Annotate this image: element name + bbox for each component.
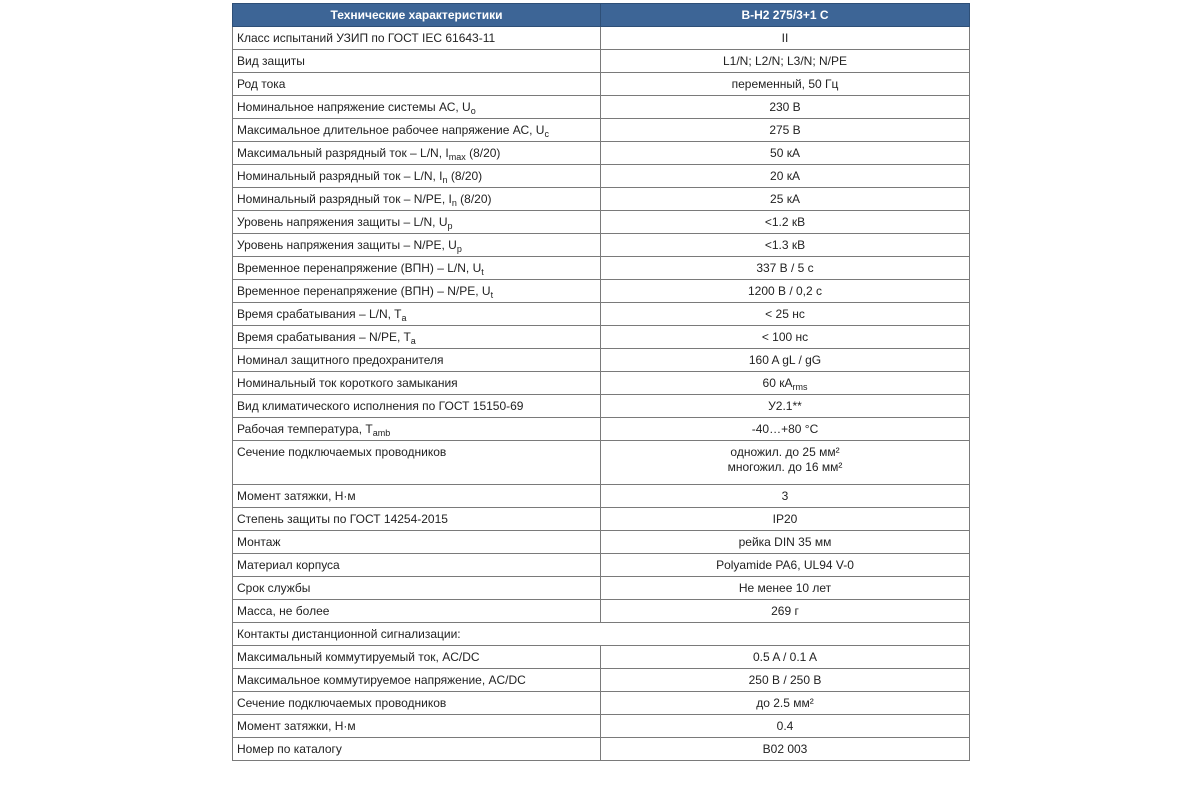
- parameter-label: Номинальное напряжение системы АС, U: [237, 100, 471, 114]
- table-row: [233, 142, 970, 165]
- parameter-value: [601, 669, 970, 692]
- section-label: [233, 623, 970, 646]
- value-text: 3: [781, 489, 789, 503]
- parameter-value: [601, 485, 970, 508]
- parameter-label: Материал корпуса: [237, 558, 340, 572]
- parameter-value: [601, 211, 970, 234]
- parameter-value: [601, 600, 970, 623]
- parameter-label-suffix: (8/20): [447, 169, 483, 183]
- value-text: IP20: [772, 512, 798, 526]
- table-row: [233, 623, 970, 646]
- parameter-value: [601, 142, 970, 165]
- parameter-name: [233, 600, 601, 623]
- parameter-label: Монтаж: [237, 535, 281, 549]
- parameter-value: [601, 508, 970, 531]
- parameter-name: [233, 669, 601, 692]
- parameter-value: [601, 234, 970, 257]
- table-row: [233, 669, 970, 692]
- table-row: [233, 577, 970, 600]
- parameter-label: Номинальный разрядный ток – L/N, I: [237, 169, 443, 183]
- parameter-value: [601, 326, 970, 349]
- parameter-label: Временное перенапряжение (ВПН) – L/N, U: [237, 261, 482, 275]
- parameter-value: [601, 441, 970, 485]
- parameter-subscript: n: [451, 198, 457, 208]
- table-row: [233, 27, 970, 50]
- value-text: 160 A gL / gG: [748, 353, 822, 367]
- value-text: переменный, 50 Гц: [731, 77, 839, 91]
- table-row: [233, 119, 970, 142]
- parameter-name: [233, 73, 601, 96]
- parameter-value: [601, 646, 970, 669]
- parameter-label: Род тока: [237, 77, 286, 91]
- parameter-label-suffix: (8/20): [465, 146, 501, 160]
- value-subscript: rms: [792, 382, 808, 392]
- table-row: [233, 73, 970, 96]
- parameter-label: Время срабатывания – L/N, T: [237, 307, 402, 321]
- table-row: [233, 257, 970, 280]
- parameter-name: [233, 646, 601, 669]
- value-text: 337 В / 5 с: [756, 261, 814, 275]
- parameter-value: [601, 531, 970, 554]
- table-row: [233, 418, 970, 441]
- parameter-name: [233, 165, 601, 188]
- parameter-label: Номинальный разрядный ток – N/PE, I: [237, 192, 452, 206]
- parameter-name: [233, 280, 601, 303]
- parameter-name: [233, 577, 601, 600]
- parameter-subscript: n: [442, 175, 448, 185]
- parameter-subscript: o: [470, 106, 476, 116]
- parameter-name: [233, 303, 601, 326]
- header-model: B-H2 275/3+1 C: [601, 4, 970, 27]
- parameter-name: [233, 234, 601, 257]
- parameter-label: Момент затяжки, Н·м: [237, 719, 356, 733]
- parameter-subscript: amb: [372, 428, 391, 438]
- parameter-name: [233, 119, 601, 142]
- section-label-text: Контакты дистанционной сигнализации:: [237, 627, 461, 641]
- value-text: 0.5 A / 0.1 A: [752, 650, 818, 664]
- parameter-name: [233, 211, 601, 234]
- spec-table-container: [232, 3, 969, 761]
- parameter-name: [233, 738, 601, 761]
- value-text: <1.2 кВ: [764, 215, 806, 229]
- parameter-subscript: p: [447, 221, 453, 231]
- value-text: 269 г: [771, 604, 799, 618]
- parameter-name: [233, 531, 601, 554]
- parameter-value: [601, 188, 970, 211]
- table-row: [233, 280, 970, 303]
- table-row: [233, 600, 970, 623]
- parameter-name: [233, 50, 601, 73]
- parameter-name: [233, 257, 601, 280]
- table-row: [233, 554, 970, 577]
- value-text: <1.3 кВ: [764, 238, 806, 252]
- parameter-label: Номинал защитного предохранителя: [237, 353, 444, 367]
- parameter-value: [601, 119, 970, 142]
- table-row: [233, 211, 970, 234]
- parameter-label: Номер по каталогу: [237, 742, 342, 756]
- parameter-value: [601, 692, 970, 715]
- table-row: [233, 303, 970, 326]
- value-text: < 25 нс: [765, 307, 805, 321]
- value-text: 250 В / 250 В: [748, 673, 822, 687]
- parameter-value: [601, 73, 970, 96]
- value-text: рейка DIN 35 мм: [738, 535, 832, 549]
- parameter-label: Максимальный разрядный ток – L/N, I: [237, 146, 449, 160]
- parameter-value: [601, 715, 970, 738]
- parameter-label: Момент затяжки, Н·м: [237, 489, 356, 503]
- parameter-label: Уровень напряжения защиты – N/PE, U: [237, 238, 457, 252]
- parameter-label: Уровень напряжения защиты – L/N, U: [237, 215, 448, 229]
- parameter-value: [601, 577, 970, 600]
- parameter-label: Максимальный коммутируемый ток, AC/DC: [237, 650, 480, 664]
- value-text: 1200 В / 0,2 с: [747, 284, 823, 298]
- table-row: [233, 349, 970, 372]
- parameter-name: [233, 326, 601, 349]
- value-text: 50 кА: [770, 146, 800, 160]
- parameter-label: Степень защиты по ГОСТ 14254-2015: [237, 512, 448, 526]
- parameter-subscript: t: [481, 267, 484, 277]
- parameter-value: [601, 280, 970, 303]
- value-text: Не менее 10 лет: [738, 581, 832, 595]
- parameter-label: Рабочая температура, T: [237, 422, 373, 436]
- value-text-line2: многожил. до 16 мм²: [727, 460, 843, 474]
- parameter-name: [233, 418, 601, 441]
- parameter-label: Срок службы: [237, 581, 311, 595]
- parameter-name: [233, 715, 601, 738]
- value-text: 0.4: [776, 719, 794, 733]
- parameter-name: [233, 188, 601, 211]
- value-text: 275 В: [769, 123, 801, 137]
- parameter-label: Максимальное коммутируемое напряжение, AC/DC: [237, 673, 526, 687]
- parameter-label: Максимальное длительное рабочее напряжение АС, U: [237, 123, 545, 137]
- value-text: < 100 нс: [761, 330, 809, 344]
- value-text: 230 В: [769, 100, 801, 114]
- table-row: [233, 715, 970, 738]
- header-characteristics: Технические характеристики: [233, 4, 601, 27]
- spec-table: [232, 3, 970, 761]
- table-row: [233, 395, 970, 418]
- parameter-value: [601, 257, 970, 280]
- table-row: [233, 326, 970, 349]
- table-row: [233, 485, 970, 508]
- parameter-value: [601, 738, 970, 761]
- value-text: II: [781, 31, 789, 45]
- parameter-value: [601, 50, 970, 73]
- table-row: [233, 531, 970, 554]
- table-row: [233, 372, 970, 395]
- parameter-value: [601, 165, 970, 188]
- parameter-name: [233, 485, 601, 508]
- parameter-name: [233, 508, 601, 531]
- parameter-label: Вид климатического исполнения по ГОСТ 15150-69: [237, 399, 524, 413]
- parameter-value: [601, 349, 970, 372]
- parameter-name: [233, 372, 601, 395]
- value-text: L1/N; L2/N; L3/N; N/PE: [722, 54, 848, 68]
- parameter-value: [601, 27, 970, 50]
- value-text: 60 кA: [762, 376, 793, 390]
- parameter-subscript: a: [401, 313, 407, 323]
- parameter-name: [233, 96, 601, 119]
- parameter-label: Класс испытаний УЗИП по ГОСТ IEC 61643-11: [237, 31, 496, 45]
- parameter-value: [601, 395, 970, 418]
- value-text: одножил. до 25 мм²: [730, 445, 840, 459]
- table-row: [233, 234, 970, 257]
- parameter-subscript: max: [448, 152, 466, 162]
- parameter-label: Время срабатывания – N/PE, T: [237, 330, 411, 344]
- parameter-name: [233, 441, 601, 485]
- parameter-value: [601, 96, 970, 119]
- table-row: [233, 692, 970, 715]
- table-row: [233, 96, 970, 119]
- parameter-value: [601, 554, 970, 577]
- table-header-row: [233, 4, 970, 27]
- parameter-value: [601, 303, 970, 326]
- table-row: [233, 508, 970, 531]
- table-row: [233, 646, 970, 669]
- table-row: [233, 188, 970, 211]
- parameter-label: Временное перенапряжение (ВПН) – N/PE, U: [237, 284, 491, 298]
- parameter-name: [233, 395, 601, 418]
- parameter-subscript: t: [490, 290, 494, 300]
- spec-table-body: [233, 27, 970, 761]
- parameter-subscript: c: [544, 129, 549, 139]
- parameter-name: [233, 27, 601, 50]
- parameter-label-suffix: (8/20): [456, 192, 492, 206]
- parameter-value: [601, 418, 970, 441]
- value-text: до 2.5 мм²: [756, 696, 814, 710]
- parameter-subscript: p: [456, 244, 462, 254]
- table-row: [233, 165, 970, 188]
- parameter-name: [233, 349, 601, 372]
- table-row: [233, 50, 970, 73]
- value-text: B02 003: [762, 742, 808, 756]
- value-text: 25 кА: [770, 192, 800, 206]
- table-row: [233, 441, 970, 485]
- parameter-label: Масса, не более: [237, 604, 330, 618]
- parameter-value: [601, 372, 970, 395]
- table-row: [233, 738, 970, 761]
- value-text: 20 кА: [770, 169, 800, 183]
- parameter-subscript: a: [410, 336, 416, 346]
- parameter-label: Сечение подключаемых проводников: [237, 696, 447, 710]
- parameter-label: Номинальный ток короткого замыкания: [237, 376, 458, 390]
- value-text: У2.1**: [768, 399, 802, 413]
- parameter-name: [233, 554, 601, 577]
- value-text: -40…+80 °C: [751, 422, 819, 436]
- parameter-name: [233, 142, 601, 165]
- parameter-name: [233, 692, 601, 715]
- value-text: Polyamide PA6, UL94 V-0: [716, 558, 854, 572]
- parameter-label: Сечение подключаемых проводников: [237, 445, 447, 459]
- parameter-label: Вид защиты: [237, 54, 305, 68]
